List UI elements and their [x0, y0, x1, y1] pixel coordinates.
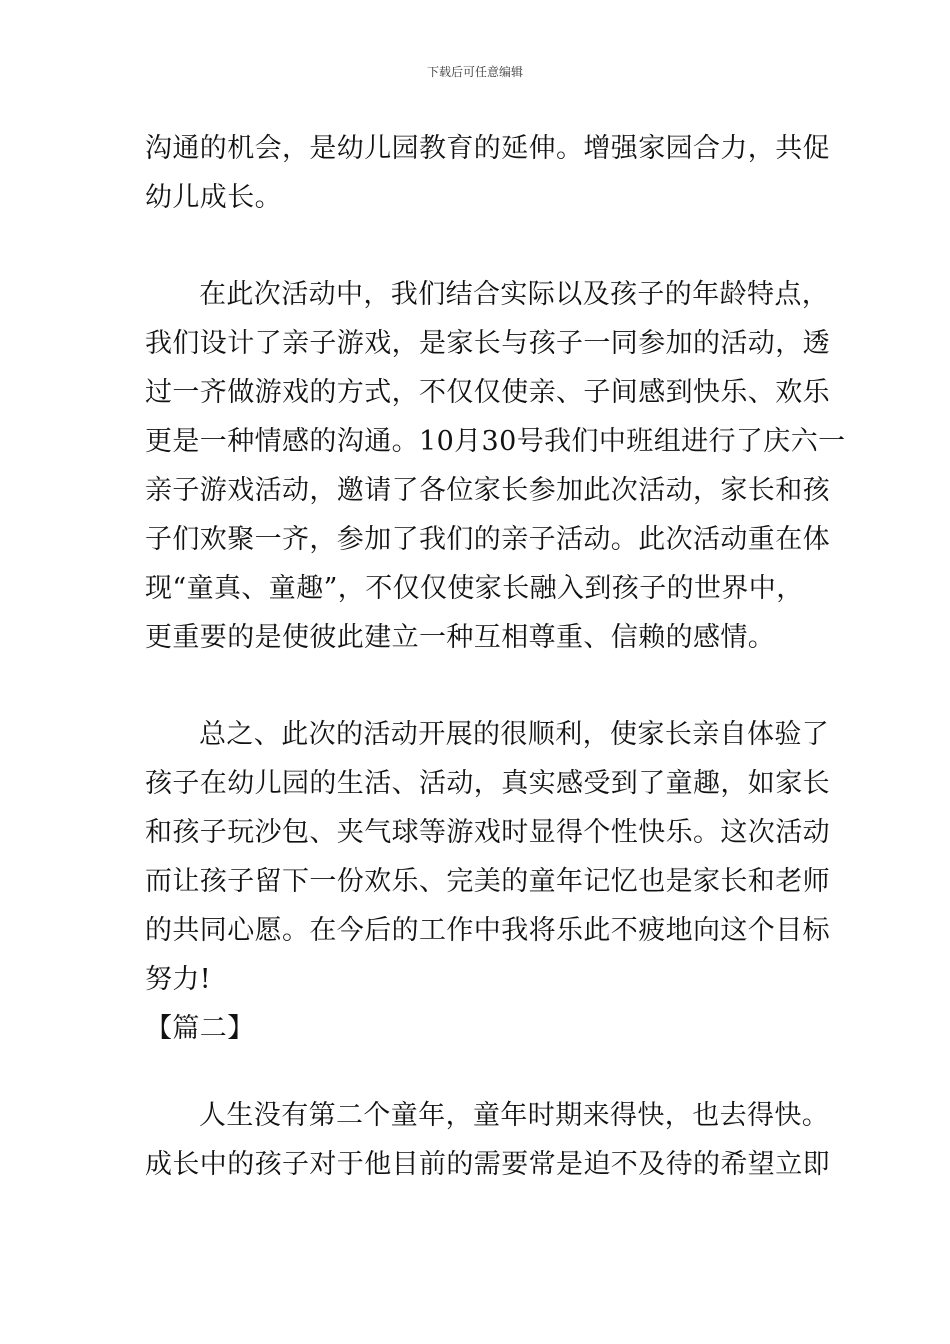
text-line: 更重要的是使彼此建立一种互相尊重、信赖的感情。: [145, 622, 776, 653]
paragraph-1: [145, 124, 830, 222]
page-header: 下载后可任意编辑: [426, 65, 523, 79]
paragraph-2: [145, 270, 846, 662]
text-line: 总之、此次的活动开展的很顺利，使家长亲自体验了: [199, 719, 830, 750]
text-line: 而让孩子留下一份欢乐、完美的童年记忆也是家长和老师: [145, 866, 830, 897]
text-line: 过一齐做游戏的方式，不仅仅使亲、子间感到快乐、欢乐: [145, 377, 830, 408]
text-line: 在此次活动中，我们结合实际以及孩子的年龄特点，: [199, 279, 830, 310]
text-line: 孩子在幼儿园的生活、活动，真实感受到了童趣，如家长: [145, 768, 830, 799]
text-line: 现“童真、童趣”，不仅仅使家长融入到孩子的世界中，: [145, 573, 804, 604]
paragraph-3: [145, 710, 830, 1004]
document-body: [145, 124, 846, 1189]
text-line: 幼儿成长。: [145, 182, 282, 213]
text-line: 我们设计了亲子游戏，是家长与孩子一同参加的活动，透: [145, 328, 830, 359]
section-heading: [145, 1004, 810, 1053]
paragraph-4: [145, 1091, 830, 1189]
text-line: 亲子游戏活动，邀请了各位家长参加此次活动，家长和孩: [145, 475, 830, 506]
text-line: 更是一种情感的沟通。10月30号我们中班组进行了庆六一: [145, 426, 846, 457]
text-line: 子们欢聚一齐，参加了我们的亲子活动。此次活动重在体: [145, 524, 830, 555]
text-line: 人生没有第二个童年，童年时期来得快，也去得快。: [199, 1100, 830, 1131]
text-line: 成长中的孩子对于他目前的需要常是迫不及待的希望立即: [145, 1149, 830, 1180]
text-line: 的共同心愿。在今后的工作中我将乐此不疲地向这个目标: [145, 915, 830, 946]
section-title: 【篇二】: [145, 1013, 255, 1044]
text-line: 沟通的机会，是幼儿园教育的延伸。增强家园合力，共促: [145, 133, 830, 164]
text-line: 和孩子玩沙包、夹气球等游戏时显得个性快乐。这次活动: [145, 817, 830, 848]
text-line: 努力!: [145, 964, 212, 995]
